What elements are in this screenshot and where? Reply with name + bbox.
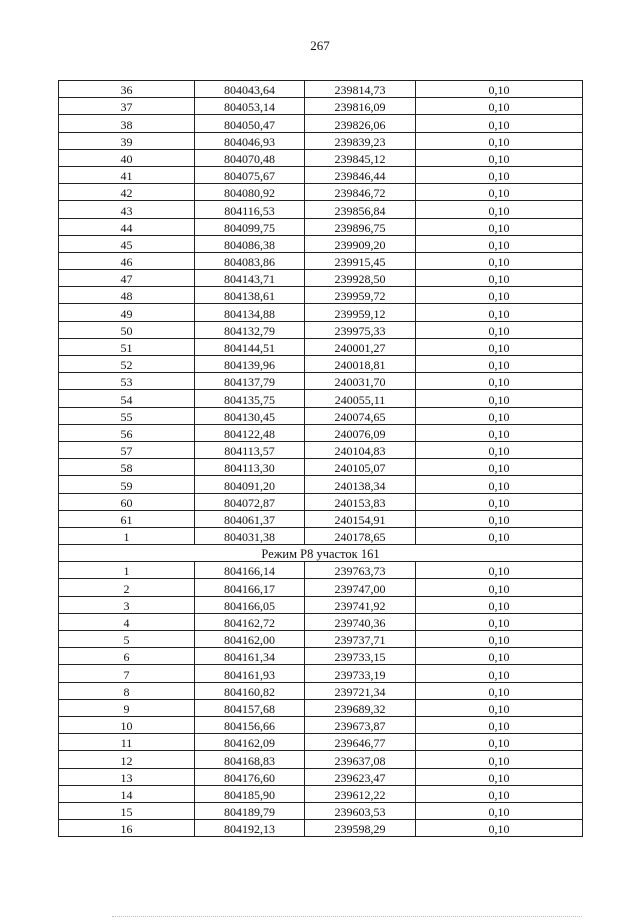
point-number-cell: 11 <box>59 734 195 751</box>
y-coordinate-cell: 240138,34 <box>305 476 416 493</box>
accuracy-cell: 0,10 <box>416 682 583 699</box>
point-number-cell: 15 <box>59 802 195 819</box>
x-coordinate-cell: 804161,34 <box>195 648 305 665</box>
table-row <box>59 768 583 785</box>
accuracy-cell: 0,10 <box>416 596 583 613</box>
accuracy-cell: 0,10 <box>416 252 583 269</box>
y-coordinate-cell: 239612,22 <box>305 785 416 802</box>
table-row <box>59 235 583 252</box>
y-coordinate-cell: 239909,20 <box>305 235 416 252</box>
accuracy-cell: 0,10 <box>416 98 583 115</box>
y-coordinate-cell: 240001,27 <box>305 338 416 355</box>
accuracy-cell: 0,10 <box>416 407 583 424</box>
y-coordinate-cell: 240178,65 <box>305 527 416 544</box>
y-coordinate-cell: 239598,29 <box>305 820 416 837</box>
x-coordinate-cell: 804166,17 <box>195 579 305 596</box>
y-coordinate-cell: 239915,45 <box>305 252 416 269</box>
accuracy-cell: 0,10 <box>416 338 583 355</box>
accuracy-cell: 0,10 <box>416 132 583 149</box>
y-coordinate-cell: 239845,12 <box>305 149 416 166</box>
table-row <box>59 338 583 355</box>
x-coordinate-cell: 804031,38 <box>195 527 305 544</box>
accuracy-cell: 0,10 <box>416 390 583 407</box>
y-coordinate-cell: 240104,83 <box>305 441 416 458</box>
table-row <box>59 201 583 218</box>
x-coordinate-cell: 804162,09 <box>195 734 305 751</box>
x-coordinate-cell: 804113,57 <box>195 441 305 458</box>
accuracy-cell: 0,10 <box>416 424 583 441</box>
table-row <box>59 459 583 476</box>
accuracy-cell: 0,10 <box>416 459 583 476</box>
y-coordinate-cell: 239763,73 <box>305 562 416 579</box>
table-section-header <box>59 545 583 562</box>
accuracy-cell: 0,10 <box>416 648 583 665</box>
accuracy-cell: 0,10 <box>416 751 583 768</box>
point-number-cell: 9 <box>59 699 195 716</box>
table-row <box>59 613 583 630</box>
accuracy-cell: 0,10 <box>416 785 583 802</box>
accuracy-cell: 0,10 <box>416 579 583 596</box>
point-number-cell: 5 <box>59 631 195 648</box>
point-number-cell: 7 <box>59 665 195 682</box>
table-row <box>59 682 583 699</box>
y-coordinate-cell: 239637,08 <box>305 751 416 768</box>
x-coordinate-cell: 804130,45 <box>195 407 305 424</box>
page-number: 267 <box>310 38 330 53</box>
y-coordinate-cell: 239747,00 <box>305 579 416 596</box>
table-row <box>59 252 583 269</box>
point-number-cell: 16 <box>59 820 195 837</box>
y-coordinate-cell: 240074,65 <box>305 407 416 424</box>
table-row <box>59 716 583 733</box>
x-coordinate-cell: 804116,53 <box>195 201 305 218</box>
x-coordinate-cell: 804162,00 <box>195 631 305 648</box>
table-row <box>59 98 583 115</box>
x-coordinate-cell: 804161,93 <box>195 665 305 682</box>
accuracy-cell: 0,10 <box>416 270 583 287</box>
table-row <box>59 493 583 510</box>
x-coordinate-cell: 804192,13 <box>195 820 305 837</box>
y-coordinate-cell: 240076,09 <box>305 424 416 441</box>
x-coordinate-cell: 804134,88 <box>195 304 305 321</box>
y-coordinate-cell: 239689,32 <box>305 699 416 716</box>
point-number-cell: 53 <box>59 373 195 390</box>
y-coordinate-cell: 240055,11 <box>305 390 416 407</box>
accuracy-cell: 0,10 <box>416 820 583 837</box>
accuracy-cell: 0,10 <box>416 631 583 648</box>
y-coordinate-cell: 239826,06 <box>305 115 416 132</box>
y-coordinate-cell: 239839,23 <box>305 132 416 149</box>
x-coordinate-cell: 804189,79 <box>195 802 305 819</box>
table-row <box>59 631 583 648</box>
point-number-cell: 38 <box>59 115 195 132</box>
section-row <box>59 545 583 562</box>
y-coordinate-cell: 239623,47 <box>305 768 416 785</box>
x-coordinate-cell: 804168,83 <box>195 751 305 768</box>
table-body-part1 <box>59 81 583 545</box>
y-coordinate-cell: 239816,09 <box>305 98 416 115</box>
point-number-cell: 8 <box>59 682 195 699</box>
y-coordinate-cell: 239959,72 <box>305 287 416 304</box>
point-number-cell: 43 <box>59 201 195 218</box>
table-row <box>59 81 583 98</box>
x-coordinate-cell: 804160,82 <box>195 682 305 699</box>
table-row <box>59 115 583 132</box>
point-number-cell: 41 <box>59 166 195 183</box>
point-number-cell: 3 <box>59 596 195 613</box>
x-coordinate-cell: 804143,71 <box>195 270 305 287</box>
table-row <box>59 665 583 682</box>
x-coordinate-cell: 804053,14 <box>195 98 305 115</box>
point-number-cell: 50 <box>59 321 195 338</box>
table-row <box>59 218 583 235</box>
x-coordinate-cell: 804043,64 <box>195 81 305 98</box>
y-coordinate-cell: 239846,44 <box>305 166 416 183</box>
accuracy-cell: 0,10 <box>416 184 583 201</box>
x-coordinate-cell: 804139,96 <box>195 356 305 373</box>
x-coordinate-cell: 804113,30 <box>195 459 305 476</box>
table-row <box>59 304 583 321</box>
x-coordinate-cell: 804138,61 <box>195 287 305 304</box>
point-number-cell: 48 <box>59 287 195 304</box>
bottom-rule <box>112 916 582 917</box>
table-row <box>59 132 583 149</box>
x-coordinate-cell: 804166,14 <box>195 562 305 579</box>
accuracy-cell: 0,10 <box>416 166 583 183</box>
point-number-cell: 14 <box>59 785 195 802</box>
table-row <box>59 751 583 768</box>
y-coordinate-cell: 239646,77 <box>305 734 416 751</box>
y-coordinate-cell: 239721,34 <box>305 682 416 699</box>
y-coordinate-cell: 240105,07 <box>305 459 416 476</box>
table-row <box>59 407 583 424</box>
accuracy-cell: 0,10 <box>416 201 583 218</box>
table-row <box>59 820 583 837</box>
y-coordinate-cell: 239740,36 <box>305 613 416 630</box>
accuracy-cell: 0,10 <box>416 562 583 579</box>
x-coordinate-cell: 804080,92 <box>195 184 305 201</box>
accuracy-cell: 0,10 <box>416 476 583 493</box>
table-row <box>59 424 583 441</box>
accuracy-cell: 0,10 <box>416 321 583 338</box>
point-number-cell: 1 <box>59 562 195 579</box>
accuracy-cell: 0,10 <box>416 510 583 527</box>
x-coordinate-cell: 804132,79 <box>195 321 305 338</box>
x-coordinate-cell: 804135,75 <box>195 390 305 407</box>
point-number-cell: 59 <box>59 476 195 493</box>
point-number-cell: 2 <box>59 579 195 596</box>
x-coordinate-cell: 804176,60 <box>195 768 305 785</box>
point-number-cell: 47 <box>59 270 195 287</box>
table-row <box>59 802 583 819</box>
y-coordinate-cell: 240154,91 <box>305 510 416 527</box>
table-row <box>59 648 583 665</box>
point-number-cell: 39 <box>59 132 195 149</box>
table-row <box>59 184 583 201</box>
accuracy-cell: 0,10 <box>416 768 583 785</box>
x-coordinate-cell: 804091,20 <box>195 476 305 493</box>
point-number-cell: 4 <box>59 613 195 630</box>
accuracy-cell: 0,10 <box>416 613 583 630</box>
accuracy-cell: 0,10 <box>416 493 583 510</box>
table-row <box>59 356 583 373</box>
y-coordinate-cell: 240018,81 <box>305 356 416 373</box>
table-row <box>59 287 583 304</box>
y-coordinate-cell: 239846,72 <box>305 184 416 201</box>
table-row <box>59 321 583 338</box>
x-coordinate-cell: 804162,72 <box>195 613 305 630</box>
table-row <box>59 441 583 458</box>
table-row <box>59 785 583 802</box>
y-coordinate-cell: 239741,92 <box>305 596 416 613</box>
point-number-cell: 52 <box>59 356 195 373</box>
point-number-cell: 46 <box>59 252 195 269</box>
point-number-cell: 42 <box>59 184 195 201</box>
point-number-cell: 1 <box>59 527 195 544</box>
table-row <box>59 734 583 751</box>
point-number-cell: 12 <box>59 751 195 768</box>
accuracy-cell: 0,10 <box>416 149 583 166</box>
table-row <box>59 579 583 596</box>
x-coordinate-cell: 804185,90 <box>195 785 305 802</box>
y-coordinate-cell: 239856,84 <box>305 201 416 218</box>
y-coordinate-cell: 239733,19 <box>305 665 416 682</box>
table-row <box>59 373 583 390</box>
accuracy-cell: 0,10 <box>416 699 583 716</box>
y-coordinate-cell: 239733,15 <box>305 648 416 665</box>
table-row <box>59 527 583 544</box>
x-coordinate-cell: 804050,47 <box>195 115 305 132</box>
x-coordinate-cell: 804046,93 <box>195 132 305 149</box>
point-number-cell: 55 <box>59 407 195 424</box>
point-number-cell: 49 <box>59 304 195 321</box>
point-number-cell: 6 <box>59 648 195 665</box>
point-number-cell: 10 <box>59 716 195 733</box>
table-row <box>59 149 583 166</box>
x-coordinate-cell: 804144,51 <box>195 338 305 355</box>
accuracy-cell: 0,10 <box>416 716 583 733</box>
x-coordinate-cell: 804122,48 <box>195 424 305 441</box>
x-coordinate-cell: 804061,37 <box>195 510 305 527</box>
accuracy-cell: 0,10 <box>416 373 583 390</box>
y-coordinate-cell: 240031,70 <box>305 373 416 390</box>
y-coordinate-cell: 239975,33 <box>305 321 416 338</box>
accuracy-cell: 0,10 <box>416 81 583 98</box>
point-number-cell: 54 <box>59 390 195 407</box>
accuracy-cell: 0,10 <box>416 235 583 252</box>
point-number-cell: 58 <box>59 459 195 476</box>
table-row <box>59 390 583 407</box>
accuracy-cell: 0,10 <box>416 287 583 304</box>
point-number-cell: 56 <box>59 424 195 441</box>
x-coordinate-cell: 804157,68 <box>195 699 305 716</box>
section-title: Режим Р8 участок 161 <box>59 545 583 562</box>
x-coordinate-cell: 804099,75 <box>195 218 305 235</box>
y-coordinate-cell: 239673,87 <box>305 716 416 733</box>
point-number-cell: 37 <box>59 98 195 115</box>
accuracy-cell: 0,10 <box>416 802 583 819</box>
accuracy-cell: 0,10 <box>416 356 583 373</box>
table-row <box>59 596 583 613</box>
point-number-cell: 60 <box>59 493 195 510</box>
table-body-part2 <box>59 562 583 837</box>
y-coordinate-cell: 239928,50 <box>305 270 416 287</box>
y-coordinate-cell: 239737,71 <box>305 631 416 648</box>
table-row <box>59 510 583 527</box>
table-row <box>59 476 583 493</box>
point-number-cell: 61 <box>59 510 195 527</box>
accuracy-cell: 0,10 <box>416 115 583 132</box>
coordinates-table <box>58 80 583 837</box>
y-coordinate-cell: 239814,73 <box>305 81 416 98</box>
point-number-cell: 36 <box>59 81 195 98</box>
x-coordinate-cell: 804070,48 <box>195 149 305 166</box>
x-coordinate-cell: 804083,86 <box>195 252 305 269</box>
point-number-cell: 13 <box>59 768 195 785</box>
point-number-cell: 51 <box>59 338 195 355</box>
point-number-cell: 40 <box>59 149 195 166</box>
table-row <box>59 562 583 579</box>
x-coordinate-cell: 804075,67 <box>195 166 305 183</box>
point-number-cell: 45 <box>59 235 195 252</box>
accuracy-cell: 0,10 <box>416 441 583 458</box>
y-coordinate-cell: 239603,53 <box>305 802 416 819</box>
y-coordinate-cell: 239959,12 <box>305 304 416 321</box>
x-coordinate-cell: 804156,66 <box>195 716 305 733</box>
table-row <box>59 699 583 716</box>
accuracy-cell: 0,10 <box>416 734 583 751</box>
x-coordinate-cell: 804137,79 <box>195 373 305 390</box>
accuracy-cell: 0,10 <box>416 665 583 682</box>
y-coordinate-cell: 240153,83 <box>305 493 416 510</box>
y-coordinate-cell: 239896,75 <box>305 218 416 235</box>
x-coordinate-cell: 804072,87 <box>195 493 305 510</box>
table-row <box>59 166 583 183</box>
accuracy-cell: 0,10 <box>416 527 583 544</box>
x-coordinate-cell: 804166,05 <box>195 596 305 613</box>
x-coordinate-cell: 804086,38 <box>195 235 305 252</box>
table-row <box>59 270 583 287</box>
accuracy-cell: 0,10 <box>416 218 583 235</box>
point-number-cell: 57 <box>59 441 195 458</box>
point-number-cell: 44 <box>59 218 195 235</box>
accuracy-cell: 0,10 <box>416 304 583 321</box>
